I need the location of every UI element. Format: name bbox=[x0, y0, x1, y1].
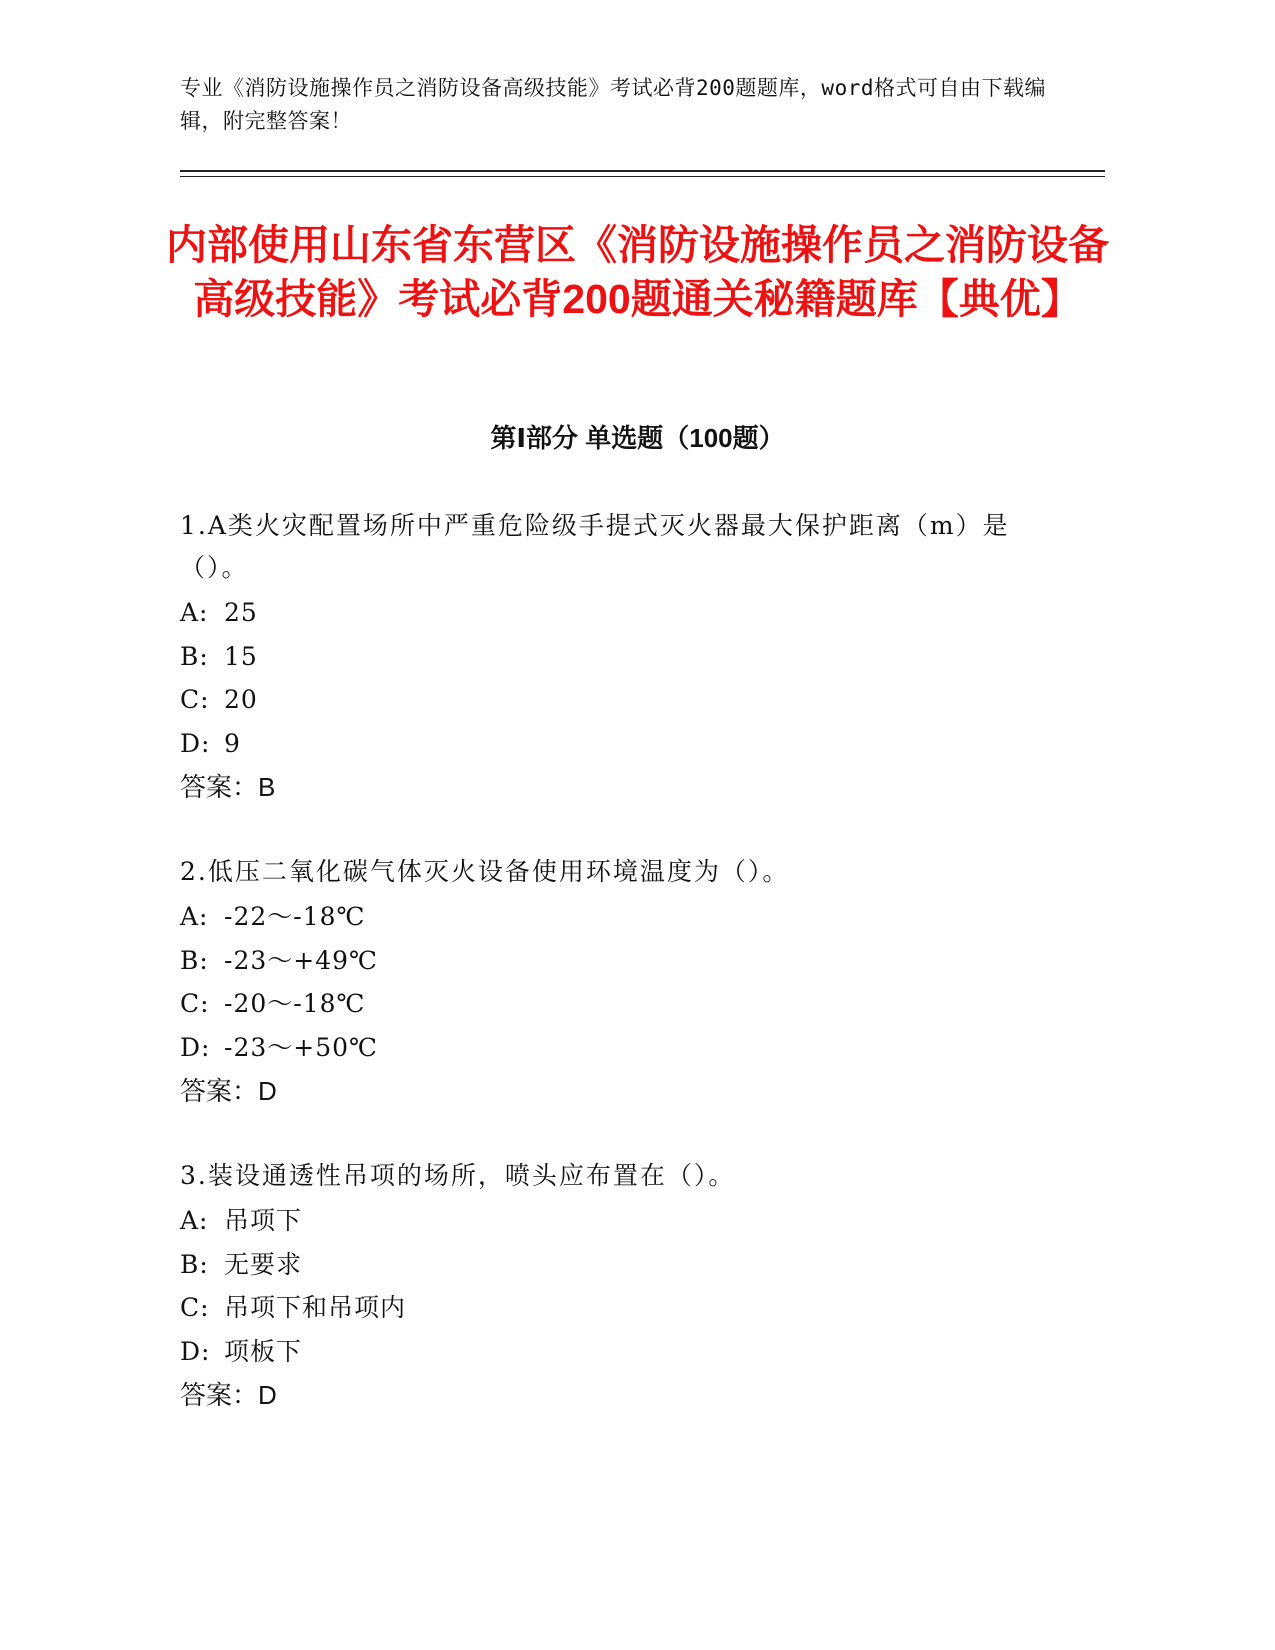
answer: 答案：D bbox=[180, 1076, 277, 1106]
option-value: 项板下 bbox=[224, 1336, 303, 1366]
option-letter: A: bbox=[180, 598, 209, 627]
option-d bbox=[180, 1330, 1040, 1374]
option-letter: B: bbox=[180, 1249, 209, 1279]
option-value: 25 bbox=[224, 598, 258, 627]
option-b bbox=[180, 939, 1040, 983]
option-value: -23～+49℃ bbox=[224, 945, 378, 975]
option-letter: D: bbox=[180, 1032, 211, 1062]
option-a bbox=[180, 895, 1040, 939]
option-value: 20 bbox=[224, 685, 258, 714]
header-divider bbox=[180, 170, 1105, 172]
option-value: 9 bbox=[224, 728, 241, 758]
option-letter: A: bbox=[180, 902, 209, 931]
question-3 bbox=[180, 1155, 1040, 1417]
option-d bbox=[180, 722, 1040, 766]
question-text: 2.低压二氧化碳气体灭火设备使用环境温度为（）。 bbox=[180, 857, 790, 886]
question-list bbox=[180, 505, 1040, 1459]
answer: 答案：D bbox=[180, 1380, 277, 1410]
option-c bbox=[180, 1286, 1040, 1330]
option-b bbox=[180, 1243, 1040, 1287]
option-letter: C: bbox=[180, 989, 210, 1018]
option-letter: C: bbox=[180, 1293, 210, 1322]
option-letter: D: bbox=[180, 728, 211, 758]
option-value: 15 bbox=[224, 641, 258, 671]
question-1 bbox=[180, 505, 1040, 809]
option-c bbox=[180, 982, 1040, 1026]
option-value: 无要求 bbox=[224, 1249, 303, 1279]
option-letter: C: bbox=[180, 685, 210, 714]
option-value: -20～-18℃ bbox=[224, 989, 366, 1018]
option-value: -23～+50℃ bbox=[224, 1032, 378, 1062]
header-note: 专业《消防设施操作员之消防设备高级技能》考试必背200题题库，word格式可自由下载编辑，附完整答案！ bbox=[180, 76, 1046, 133]
option-d bbox=[180, 1026, 1040, 1070]
document-title: 内部使用山东省东营区《消防设施操作员之消防设备高级技能》考试必背200题通关秘籍题库【典优】 bbox=[166, 222, 1109, 322]
question-text: 3.装设通透性吊项的场所，喷头应布置在（）。 bbox=[180, 1161, 736, 1190]
option-value: 吊项下和吊项内 bbox=[224, 1293, 407, 1322]
option-a bbox=[180, 591, 1040, 635]
option-letter: B: bbox=[180, 641, 209, 671]
option-a bbox=[180, 1199, 1040, 1243]
option-letter: A: bbox=[180, 1206, 209, 1235]
section-title: 第Ⅰ部分 单选题（100题） bbox=[490, 423, 785, 453]
option-value: -22～-18℃ bbox=[224, 902, 366, 931]
question-text: 1.A类火灾配置场所中严重危险级手提式灭火器最大保护距离（m）是（）。 bbox=[180, 511, 1010, 582]
question-2 bbox=[180, 851, 1040, 1113]
option-b bbox=[180, 635, 1040, 679]
answer: 答案：B bbox=[180, 772, 276, 802]
option-value: 吊项下 bbox=[224, 1206, 303, 1235]
header-divider-thin bbox=[180, 176, 1105, 177]
option-letter: D: bbox=[180, 1336, 211, 1366]
option-letter: B: bbox=[180, 945, 209, 975]
option-c bbox=[180, 678, 1040, 722]
